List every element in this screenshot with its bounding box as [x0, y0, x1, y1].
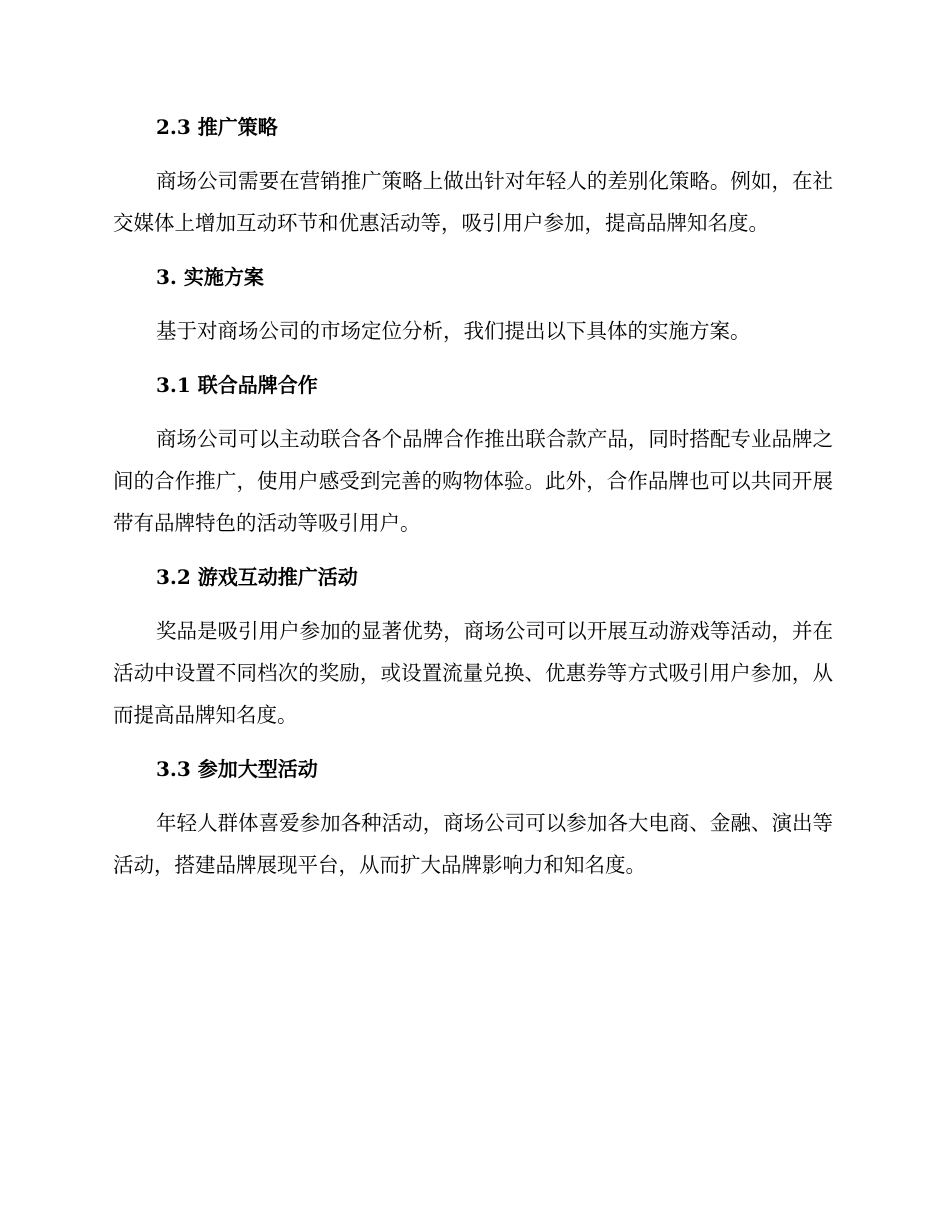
section-heading-2-3: 2.3 推广策略: [156, 115, 278, 139]
section-heading-3-2: 3.2 游戏互动推广活动: [156, 565, 358, 589]
section-paragraph-2-3: 商场公司需要在营销推广策略上做出针对年轻人的差别化策略。例如，在社交媒体上增加互动环节和优惠活动等，吸引用户参加，提高品牌知名度。: [113, 169, 833, 235]
section-paragraph-3-3: 年轻人群体喜爱参加各种活动，商场公司可以参加各大电商、金融、演出等活动，搭建品牌展现平台，从而扩大品牌影响力和知名度。: [113, 811, 833, 877]
section-paragraph-3-1: 商场公司可以主动联合各个品牌合作推出联合款产品，同时搭配专业品牌之间的合作推广，使用户感受到完善的购物体验。此外，合作品牌也可以共同开展带有品牌特色的活动等吸引用户。: [113, 427, 833, 535]
section-paragraph-3-2: 奖品是吸引用户参加的显著优势，商场公司可以开展互动游戏等活动，并在活动中设置不同档次的奖励，或设置流量兑换、优惠券等方式吸引用户参加，从而提高品牌知名度。: [113, 619, 833, 727]
section-heading-3: 3. 实施方案: [156, 265, 264, 289]
section-paragraph-3: 基于对商场公司的市场定位分析，我们提出以下具体的实施方案。: [156, 319, 751, 343]
document-body: [113, 108, 833, 900]
section-heading-3-3: 3.3 参加大型活动: [156, 757, 318, 781]
section-heading-3-1: 3.1 联合品牌合作: [156, 373, 318, 397]
